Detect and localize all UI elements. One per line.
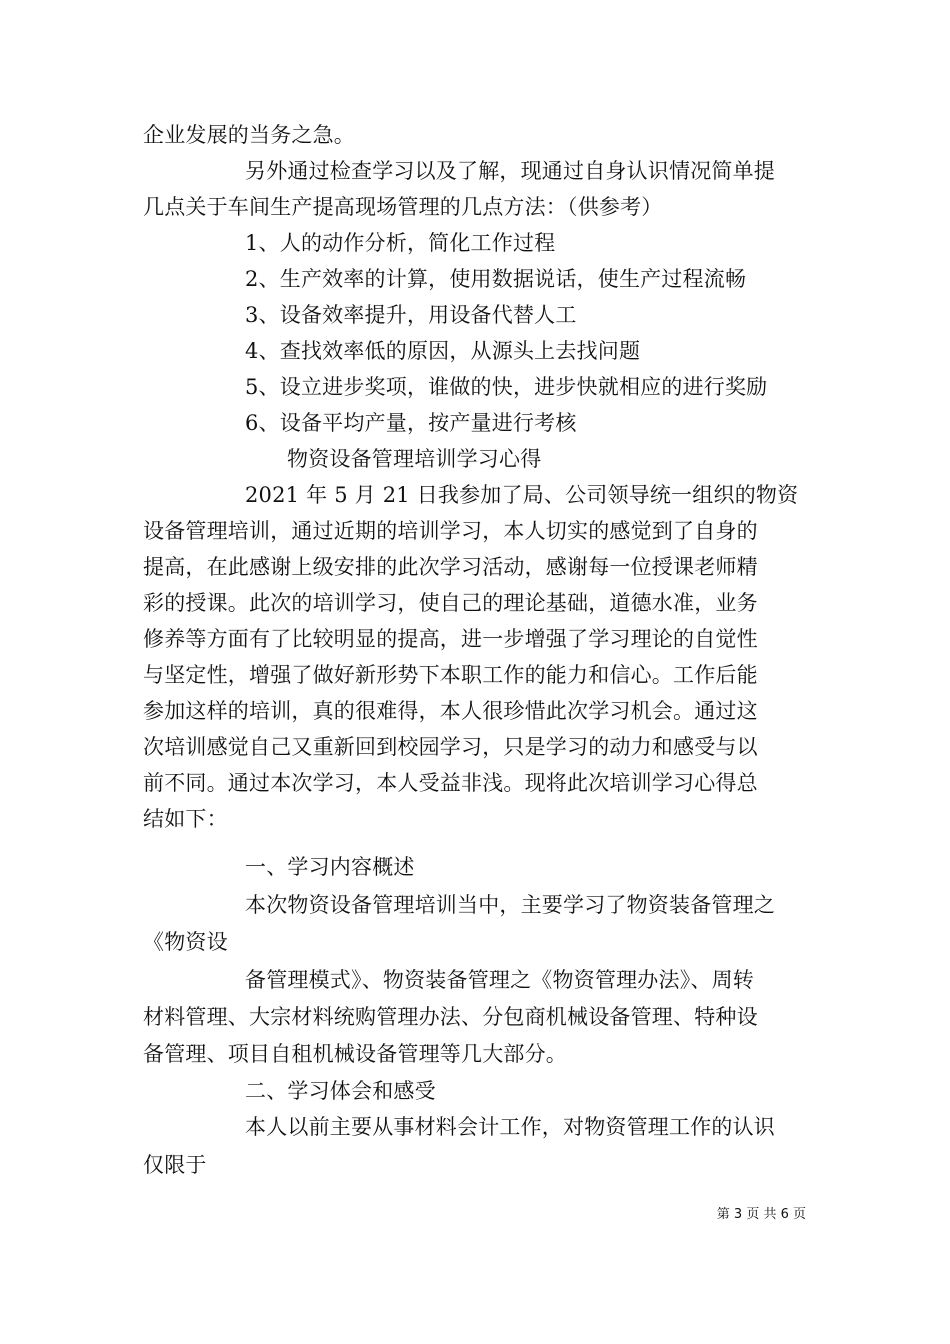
text-line: 一、学习内容概述 (245, 855, 415, 879)
text-line: 另外通过检查学习以及了解，现通过自身认识情况简单提 (245, 159, 775, 183)
text-line: 次培训感觉自己又重新回到校园学习，只是学习的动力和感受与以 (143, 735, 758, 759)
text-line: 2、生产效率的计算，使用数据说话，使生产过程流畅 (245, 267, 747, 291)
text-line: 二、学习体会和感受 (245, 1079, 436, 1103)
text-line: 彩的授课。此次的培训学习，使自己的理论基础，道德水准，业务 (143, 591, 758, 615)
text-line: 备管理模式》、物资装备管理之《物资管理办法》、周转 (245, 968, 754, 992)
text-line: 企业发展的当务之急。 (143, 123, 355, 147)
text-line: 参加这样的培训，真的很难得，本人很珍惜此次学习机会。通过这 (143, 699, 758, 723)
text-line: 几点关于车间生产提高现场管理的几点方法：（供参考） (143, 195, 663, 219)
text-line: 2021 年 5 月 21 日我参加了局、公司领导统一组织的物资 (245, 483, 799, 507)
text-line: 设备管理培训，通过近期的培训学习，本人切实的感觉到了自身的 (143, 519, 758, 543)
page-number-footer: 第 3 页 共 6 页 (716, 1207, 806, 1222)
text-line: 4、查找效率低的原因，从源头上去找问题 (245, 339, 641, 363)
text-line: 6、设备平均产量，按产量进行考核 (245, 411, 577, 435)
text-line: 物资设备管理培训学习心得 (287, 447, 542, 471)
text-line: 结如下： (143, 807, 228, 831)
text-line: 《物资设 (143, 930, 228, 954)
text-line: 1、人的动作分析，简化工作过程 (245, 231, 556, 255)
text-line: 本人以前主要从事材料会计工作，对物资管理工作的认识 (245, 1115, 775, 1139)
text-line: 3、设备效率提升，用设备代替人工 (245, 303, 577, 327)
text-line: 5、设立进步奖项，谁做的快，进步快就相应的进行奖励 (245, 375, 768, 399)
text-line: 材料管理、大宗材料统购管理办法、分包商机械设备管理、特种设 (143, 1005, 758, 1029)
text-line: 提高，在此感谢上级安排的此次学习活动，感谢每一位授课老师精 (143, 555, 758, 579)
text-line: 备管理、项目自租机械设备管理等几大部分。 (143, 1042, 567, 1066)
text-line: 与坚定性，增强了做好新形势下本职工作的能力和信心。工作后能 (143, 663, 758, 687)
text-line: 本次物资设备管理培训当中，主要学习了物资装备管理之 (245, 893, 775, 917)
text-line: 修养等方面有了比较明显的提高，进一步增强了学习理论的自觉性 (143, 627, 758, 651)
text-line: 仅限于 (143, 1153, 207, 1177)
text-line: 前不同。通过本次学习，本人受益非浅。现将此次培训学习心得总 (143, 771, 758, 795)
